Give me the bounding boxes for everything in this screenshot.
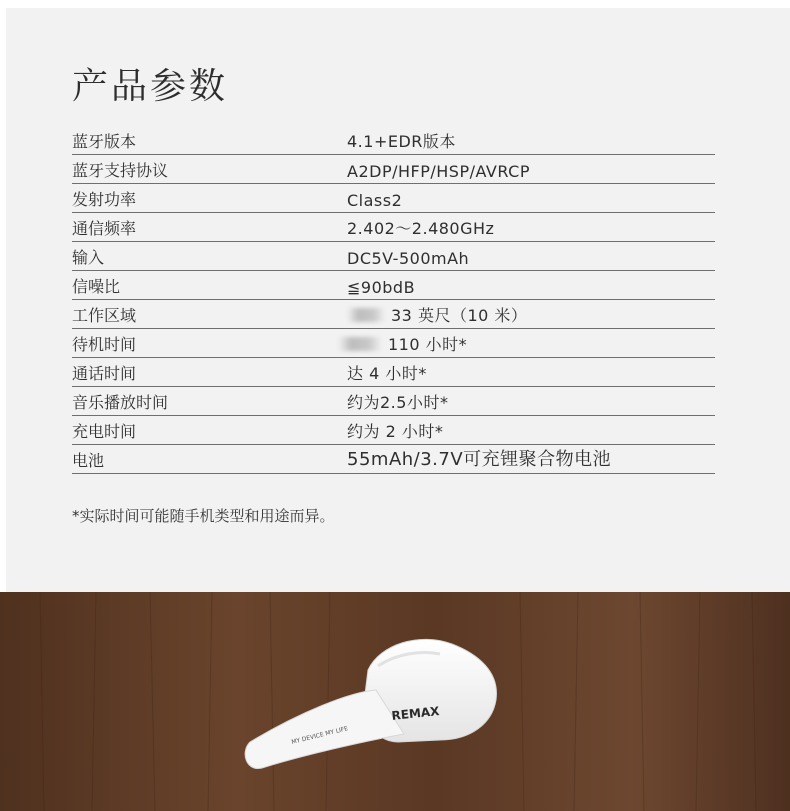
spec-label: 输入: [72, 248, 105, 267]
spec-value: 约为 2 小时*: [347, 422, 444, 441]
spec-value: 约为2.5小时*: [347, 393, 449, 412]
spec-row: [72, 387, 715, 416]
spec-row: [72, 126, 715, 155]
spec-value-wrap: [338, 332, 467, 355]
blurred-text: [347, 308, 385, 322]
spec-value: A2DP/HFP/HSP/AVRCP: [347, 162, 530, 181]
spec-value: ≦90bdB: [347, 278, 416, 297]
spec-label: 蓝牙支持协议: [72, 161, 169, 180]
spec-row: [72, 329, 715, 358]
page-title: 产品参数: [72, 66, 229, 107]
spec-label: 发射功率: [72, 190, 137, 209]
spec-value: 33 英尺（10 米）: [391, 306, 528, 325]
spec-row: [72, 155, 715, 184]
spec-value: 110 小时*: [388, 335, 468, 354]
blurred-text: [338, 337, 382, 351]
spec-value: Class2: [347, 191, 403, 210]
spec-row: [72, 358, 715, 387]
spec-row: [72, 300, 715, 329]
spec-value: DC5V-500mAh: [347, 249, 470, 268]
spec-label: 通话时间: [72, 364, 137, 383]
spec-label: 蓝牙版本: [72, 132, 137, 151]
product-photo-illustration: [0, 592, 790, 811]
spec-row: [72, 242, 715, 271]
spec-row: [72, 213, 715, 242]
spec-label: 电池: [72, 451, 105, 470]
spec-row: [72, 271, 715, 300]
spec-label: 工作区域: [72, 306, 137, 325]
slogan-text: MY DEVICE MY LIFE: [290, 725, 349, 746]
spec-label: 通信频率: [72, 219, 137, 238]
spec-value-wrap: [347, 303, 527, 326]
spec-label: 待机时间: [72, 335, 137, 354]
spec-value: 55mAh/3.7V可充锂聚合物电池: [347, 449, 612, 470]
spec-row: [72, 416, 715, 445]
brand-logo-text: REMAX: [390, 704, 440, 723]
spec-value: 2.402～2.480GHz: [347, 219, 495, 238]
spec-row: [72, 184, 715, 213]
spec-row: [72, 445, 715, 474]
spec-value: 4.1+EDR版本: [347, 132, 456, 151]
spec-label: 信噪比: [72, 277, 121, 296]
spec-table: [72, 126, 715, 474]
product-photo: [0, 592, 790, 811]
spec-label: 充电时间: [72, 422, 137, 441]
footnote: *实际时间可能随手机类型和用途而异。: [72, 507, 335, 525]
spec-value: 达 4 小时*: [347, 364, 427, 383]
spec-label: 音乐播放时间: [72, 393, 169, 412]
